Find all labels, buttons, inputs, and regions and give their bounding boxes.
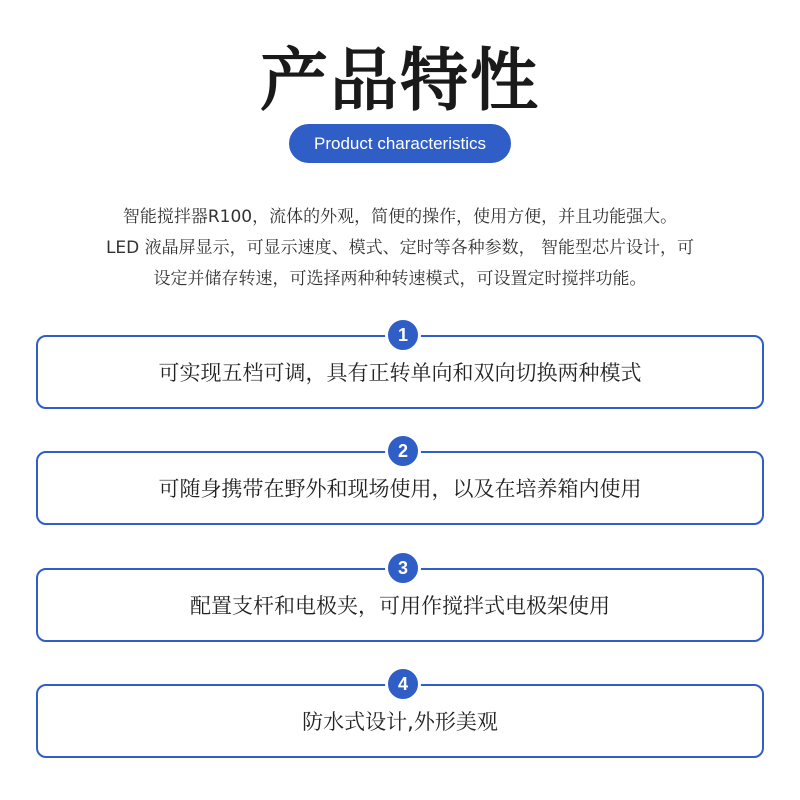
feature-number-badge: 1 [385,317,421,353]
feature-text: 可随身携带在野外和现场使用，以及在培养箱内使用 [158,477,642,501]
intro-paragraph [40,202,760,295]
feature-number-badge: 2 [385,433,421,469]
feature-number-badge: 4 [385,666,421,702]
feature-text: 配置支杆和电极夹，可用作搅拌式电极架使用 [190,594,610,618]
feature-number-badge: 3 [385,550,421,586]
intro-line: LED 液晶屏显示，可显示速度、模式、定时等各种参数， 智能型芯片设计，可 [105,238,695,258]
intro-line: 设定并储存转速，可选择两种种转速模式，可设置定时搅拌功能。 [153,269,647,289]
feature-text: 可实现五档可调，具有正转单向和双向切换两种模式 [158,361,642,385]
intro-line: 智能搅拌器R100，流体的外观，简便的操作，使用方便，并且功能强大。 [122,207,678,227]
feature-text: 防水式设计,外形美观 [302,710,498,734]
page-title: 产品特性 [259,42,540,121]
subtitle-badge: Product characteristics [289,124,511,163]
